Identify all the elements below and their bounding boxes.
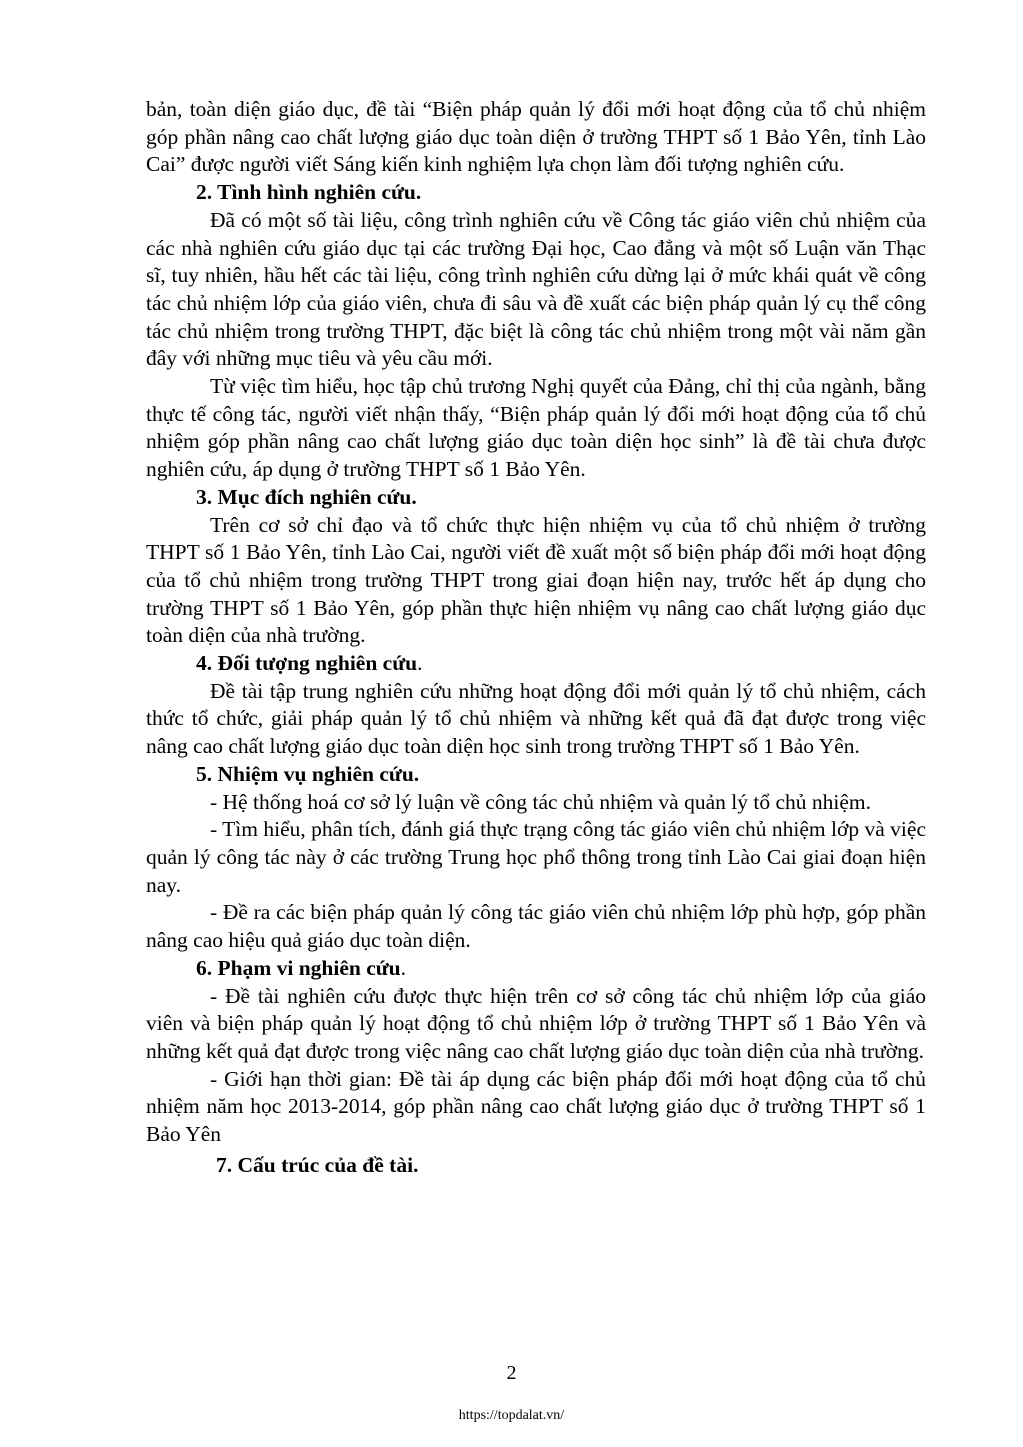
- heading-section-5: 5. Nhiệm vụ nghiên cứu.: [196, 761, 420, 786]
- paragraph-section-4-1: Đề tài tập trung nghiên cứu những hoạt động đổi mới quản lý tổ chủ nhiệm, cách thức tổ chức, giải pháp quản lý tổ chủ nhiệm và những kết quả đã đạt được trong việc nâng cao chất lượng giáo dục toàn diện học sinh trong trường THPT số 1 Bảo Yên.: [146, 678, 926, 759]
- paragraph-intro: bản, toàn diện giáo dục, đề tài “Biện pháp quản lý đổi mới hoạt động của tổ chủ nhiệm góp phần nâng cao chất lượng giáo dục toàn diện ở trường THPT số 1 Bảo Yên, tỉnh Lào Cai” được người viết Sáng kiến kinh nghiệm lựa chọn làm đối tượng nghiên cứu.: [146, 97, 926, 177]
- footer-url[interactable]: https://topdalat.vn/: [458, 1408, 565, 1423]
- paragraph-section-3-1: Trên cơ sở chỉ đạo và tổ chức thực hiện nhiệm vụ của tổ chủ nhiệm ở trường THPT số 1 Bảo Yên, tỉnh Lào Cai, người viết đề xuất một số biện pháp đổi mới hoạt động của tổ chủ nhiệm trong trường THPT trong giai đoạn hiện nay, trước hết áp dụng cho trường THPT số 1 Bảo Yên, góp phần thực hiện nhiệm vụ nâng cao chất lượng giáo dục toàn diện của nhà trường.: [146, 512, 926, 648]
- document-body: [146, 96, 926, 1179]
- heading-section-3: 3. Mục đích nghiên cứu.: [196, 484, 417, 509]
- heading-section-6-period: .: [400, 955, 407, 980]
- page-number: 2: [506, 1362, 517, 1384]
- heading-section-6: [146, 955, 926, 983]
- paragraph-section-2-1: Đã có một số tài liệu, công trình nghiên cứu về Công tác giáo viên chủ nhiệm của các nhà nghiên cứu giáo dục tại các trường Đại học, Cao đẳng và một số Luận văn Thạc sĩ, tuy nhiên, hầu hết các tài liệu, công trình nghiên cứu dừng lại ở mức khái quát về công tác chủ nhiệm lớp của giáo viên, chưa đi sâu và đề xuất các biện pháp quản lý cụ thể công tác chủ nhiệm trong trường THPT, đặc biệt là công tác chủ nhiệm trong một vài năm gần đây với những mục tiêu và yêu cầu mới.: [146, 207, 926, 371]
- paragraph-section-6-1: - Đề tài nghiên cứu được thực hiện trên cơ sở công tác chủ nhiệm lớp của giáo viên và biện pháp quản lý hoạt động tổ chủ nhiệm lớp ở trường THPT số 1 Bảo Yên và những kết quả đạt được trong việc nâng cao chất lượng giáo dục toàn diện của nhà trường.: [146, 983, 926, 1063]
- heading-section-2: 2. Tình hình nghiên cứu.: [196, 180, 422, 205]
- heading-section-7: 7. Cấu trúc của đề tài.: [216, 1152, 419, 1177]
- heading-section-4: [146, 650, 926, 678]
- paragraph-section-5-3: - Đề ra các biện pháp quản lý công tác giáo viên chủ nhiệm lớp phù hợp, góp phần nâng cao hiệu quả giáo dục toàn diện.: [146, 900, 926, 953]
- heading-section-6-text: 6. Phạm vi nghiên cứu: [196, 955, 401, 980]
- heading-section-4-text: 4. Đối tượng nghiên cứu: [196, 651, 418, 676]
- paragraph-section-6-2: - Giới hạn thời gian: Đề tài áp dụng các biện pháp đổi mới hoạt động của tổ chủ nhiệm năm học 2013-2014, góp phần nâng cao chất lượng giáo dục ở trường THPT số 1 Bảo Yên: [146, 1066, 926, 1147]
- heading-section-4-period: .: [417, 651, 423, 676]
- paragraph-section-5-2: - Tìm hiểu, phân tích, đánh giá thực trạng công tác giáo viên chủ nhiệm lớp và việc quản lý công tác này ở các trường Trung học phổ thông trong tỉnh Lào Cai giai đoạn hiện nay.: [146, 817, 926, 897]
- paragraph-section-2-2: Từ việc tìm hiểu, học tập chủ trương Nghị quyết của Đảng, chỉ thị của ngành, bằng thực tế công tác, người viết nhận thấy, “Biện pháp quản lý đổi mới hoạt động của tổ chủ nhiệm góp phần nâng cao chất lượng giáo dục toàn diện học sinh” là đề tài chưa được nghiên cứu, áp dụng ở trường THPT số 1 Bảo Yên.: [146, 374, 926, 482]
- paragraph-section-5-1: - Hệ thống hoá cơ sở lý luận về công tác chủ nhiệm và quản lý tổ chủ nhiệm.: [210, 789, 871, 814]
